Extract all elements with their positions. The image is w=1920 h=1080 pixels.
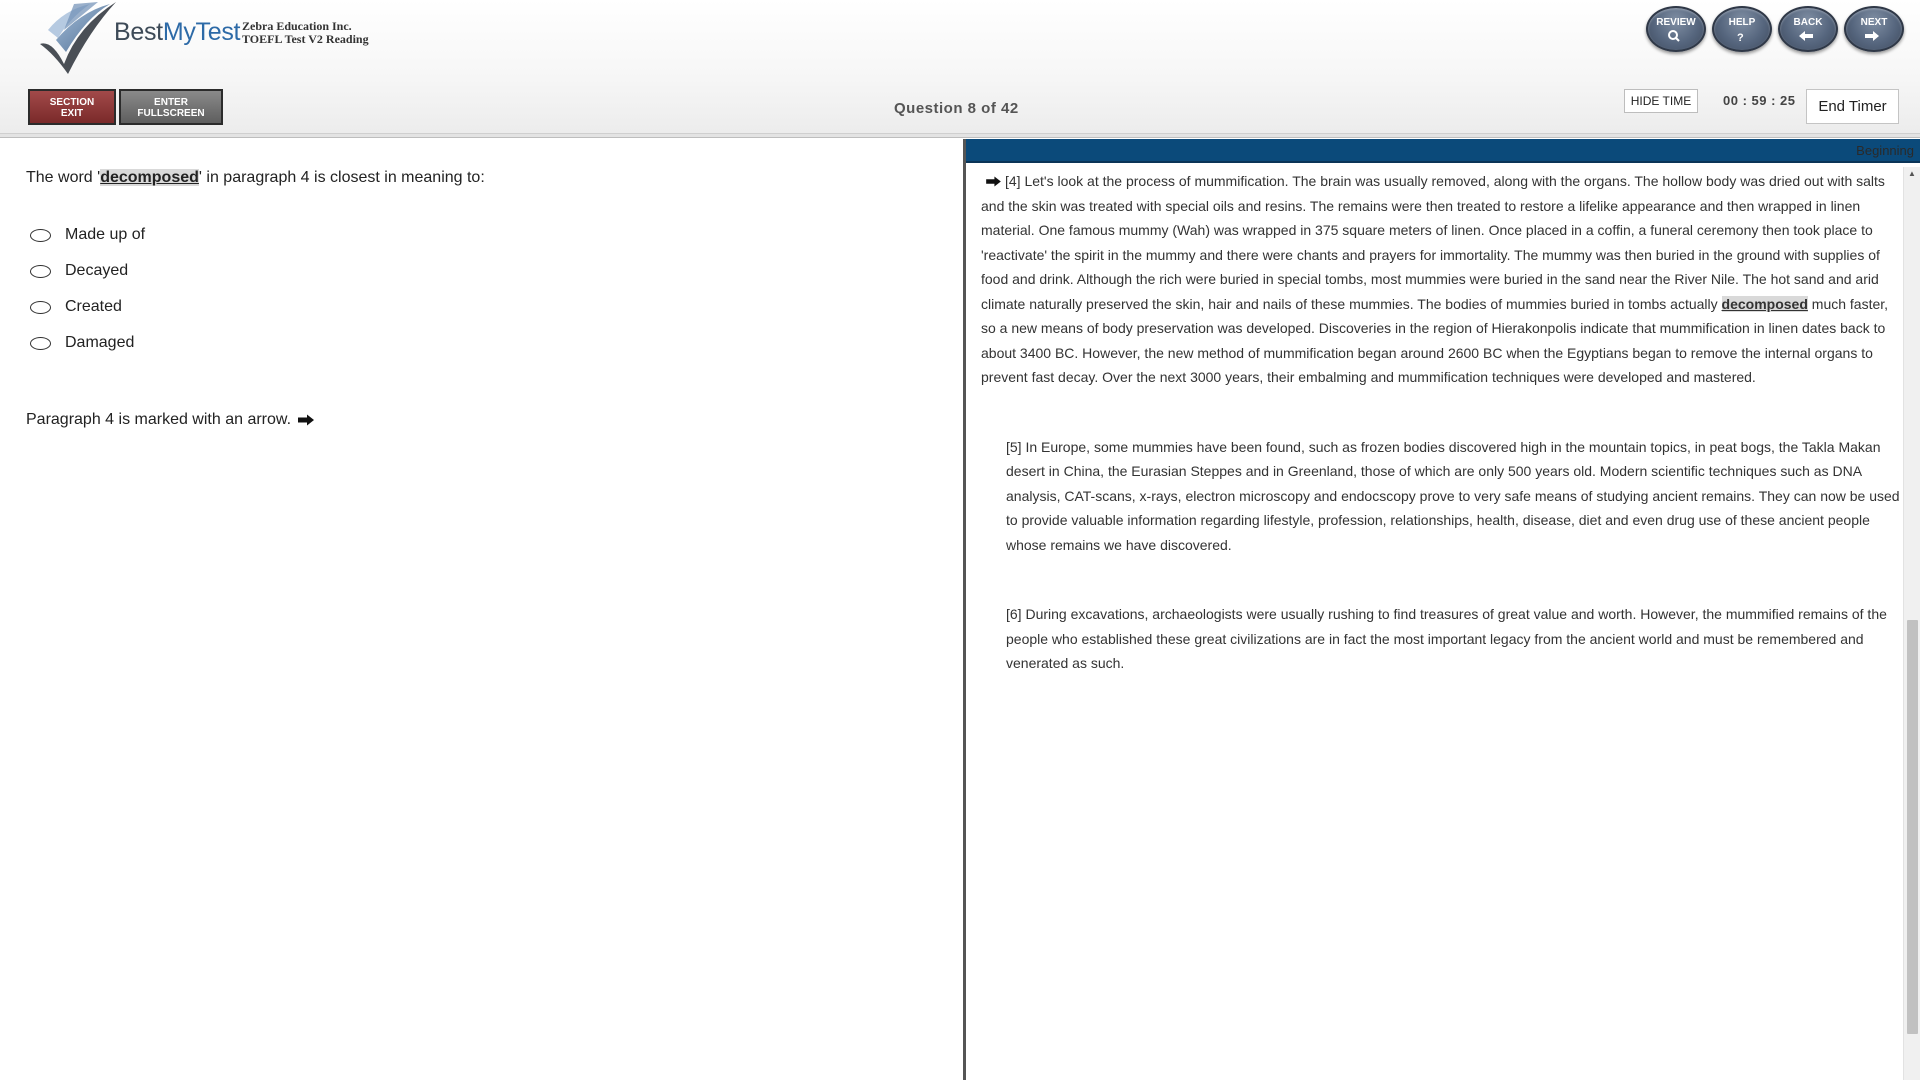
fullscreen-label-1: ENTER <box>154 97 188 108</box>
next-button[interactable] <box>1844 6 1904 52</box>
question-pane <box>0 139 963 1080</box>
arrow-right-icon <box>1864 29 1880 43</box>
logo <box>34 0 374 76</box>
question-counter: Question 8 of 42 <box>894 100 1019 117</box>
answer-option-label: Made up of <box>65 226 146 243</box>
radio-button[interactable] <box>30 337 51 350</box>
test-info <box>242 20 369 46</box>
passage-text <box>981 169 1901 721</box>
arrow-right-icon <box>297 414 315 426</box>
paragraph-note <box>26 411 315 429</box>
logo-check-icon <box>34 0 120 76</box>
paragraph-note-text: Paragraph 4 is marked with an arrow. <box>26 411 292 428</box>
highlighted-word: decomposed <box>100 169 199 186</box>
answer-option[interactable] <box>30 289 145 325</box>
arrow-right-icon <box>985 176 1002 187</box>
top-header <box>0 0 1920 134</box>
enter-fullscreen-button[interactable] <box>119 89 223 125</box>
logo-wordmark: BestMyTest <box>114 18 241 46</box>
answer-option[interactable] <box>30 253 145 289</box>
section-exit-label-1: SECTION <box>49 97 95 108</box>
answer-options <box>30 217 145 361</box>
scroll-up-icon[interactable]: ▲ <box>1908 169 1916 178</box>
answer-option-label: Created <box>65 298 122 315</box>
radio-button[interactable] <box>30 301 51 314</box>
arrow-left-icon <box>1798 29 1814 43</box>
passage-pane <box>966 139 1920 1080</box>
answer-option-label: Decayed <box>65 262 129 279</box>
end-timer-button[interactable]: End Timer <box>1806 89 1899 124</box>
question-icon <box>1732 29 1748 43</box>
help-button[interactable] <box>1712 6 1772 52</box>
passage-bar-label: Beginning <box>1856 143 1914 158</box>
section-exit-label-2: EXIT <box>60 108 84 119</box>
radio-button[interactable] <box>30 265 51 278</box>
passage-scrollbar[interactable] <box>1903 167 1920 1080</box>
section-exit-button[interactable] <box>28 89 116 125</box>
paragraph-4: [4] Let's look at the process of mummification. The brain was usually removed, along with the organs. The hollow body was dried out with salts and the skin was treated with special oils and resins. The remains were then treated to restore a lifelike appearance and then wrapped in linen material. One famous mummy (Wah) was wrapped in 375 square meters of linen. Once placed in a coffin, a funeral ceremony then took place to 'reactivate' the spirit in the mummy and there were chants and prayers for immortality. The mummy was then buried in the ground with supplies of food and drink. Although the rich were buried in special tombs, most mummies were buried in the sand near the River Nile. The hot sand and arid climate naturally preserved the skin, hair and nails of these mummies. The bodies of mummies buried in tombs actually decomposed much faster, so a new means of body preservation was developed. Discoveries in the region of Hierakonpolis indicate that mummification in linen dates back to about 3400 BC. However, the new method of mummification began around 2600 BC when the Egyptians began to remove the internal organs to prevent fast decay. Over the next 3000 years, their embalming and mummification techniques were developed and mastered. <box>981 173 1889 385</box>
test-name: TOEFL Test V2 Reading <box>242 32 369 46</box>
header-divider <box>0 134 1920 138</box>
search-icon <box>1666 29 1682 43</box>
back-button-label: BACK <box>1793 17 1823 28</box>
paragraph-6: [6] During excavations, archaeologists were usually rushing to find treasures of great value and worth. However, the mummified remains of the people who established these great civilizations are in fact the most important legacy from the ancient world and must be remembered and venerated as such. <box>1006 606 1887 671</box>
next-button-label: NEXT <box>1860 17 1888 28</box>
passage-title-bar <box>966 139 1920 163</box>
radio-button[interactable] <box>30 229 51 242</box>
review-button-label: REVIEW <box>1656 17 1696 28</box>
timer-display: 00 : 59 : 25 <box>1723 93 1796 108</box>
highlighted-word: decomposed <box>1721 295 1808 312</box>
review-button[interactable] <box>1646 6 1706 52</box>
answer-option[interactable] <box>30 325 145 361</box>
answer-option[interactable] <box>30 217 145 253</box>
hide-time-button[interactable]: HIDE TIME <box>1624 89 1698 113</box>
back-button[interactable] <box>1778 6 1838 52</box>
org-name: Zebra Education Inc. <box>242 19 352 33</box>
nav-button-group <box>1646 6 1904 52</box>
question-text: The word 'decomposed' in paragraph 4 is closest in meaning to: <box>26 169 485 186</box>
paragraph-5: [5] In Europe, some mummies have been found, such as frozen bodies discovered high in the mountain topics, in peat bogs, the Takla Makan desert in China, the Eurasian Steppes and in Greenland, those of which are only 500 years old. Modern scientific techniques such as DNA analysis, CAT-scans, x-rays, electron microscopy and endocscopy prove to very safe means of studying ancient remains. They can now be used to provide valuable information regarding lifestyle, profession, relationships, health, disease, diet and even drug use of these ancient people whose remains we have discovered. <box>1006 438 1900 553</box>
fullscreen-label-2: FULLSCREEN <box>137 108 205 119</box>
scroll-thumb[interactable] <box>1907 620 1918 1034</box>
svg-text:?: ? <box>1737 32 1744 43</box>
help-button-label: HELP <box>1728 17 1756 28</box>
answer-option-label: Damaged <box>65 334 135 351</box>
